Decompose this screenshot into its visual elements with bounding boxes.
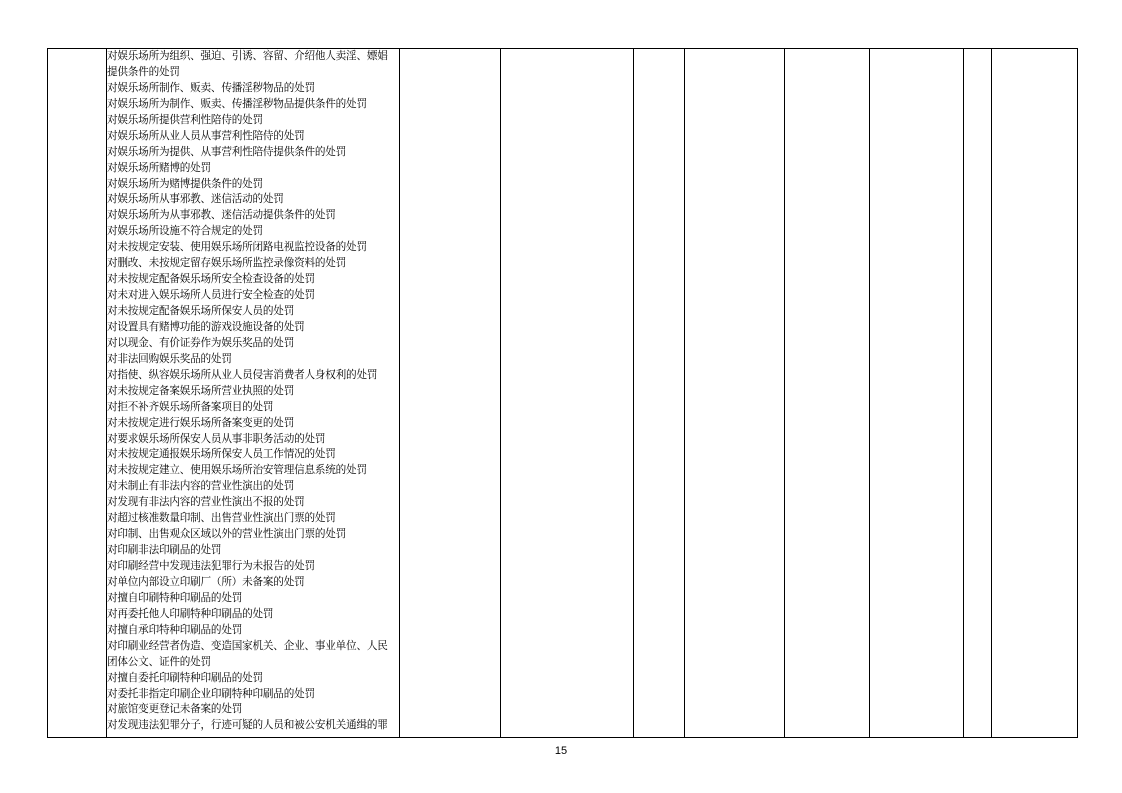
list-item: 对未按规定安装、使用娱乐场所闭路电视监控设备的处罚 xyxy=(107,241,367,254)
list-item: 对未按规定通报娱乐场所保安人员工作情况的处罚 xyxy=(107,448,336,461)
list-item: 提供条件的处罚 xyxy=(107,65,180,78)
list-item: 对娱乐场所从事邪教、迷信活动的处罚 xyxy=(107,193,284,206)
list-item: 对再委托他人印刷特种印刷品的处罚 xyxy=(107,607,274,620)
list-item: 对印制、出售观众区域以外的营业性演出门票的处罚 xyxy=(107,528,347,541)
table-row xyxy=(48,49,1078,738)
table-cell xyxy=(501,49,634,738)
list-item: 对未按规定建立、使用娱乐场所治安管理信息系统的处罚 xyxy=(107,464,367,477)
list-item: 对印刷非法印刷品的处罚 xyxy=(107,544,222,557)
table-cell xyxy=(685,49,785,738)
list-item: 对要求娱乐场所保安人员从事非职务活动的处罚 xyxy=(107,432,326,445)
table-cell xyxy=(400,49,501,738)
list-item: 对未按规定备案娱乐场所营业执照的处罚 xyxy=(107,384,295,397)
table-cell xyxy=(785,49,870,738)
list-item: 团体公文、证件的处罚 xyxy=(107,655,211,668)
table-cell-index xyxy=(48,49,107,738)
list-item: 对娱乐场所制作、贩卖、传播淫秽物品的处罚 xyxy=(107,81,315,94)
list-item: 对发现违法犯罪分子，行迹可疑的人员和被公安机关通缉的罪 xyxy=(107,719,388,732)
list-item: 对非法回购娱乐奖品的处罚 xyxy=(107,352,232,365)
list-item: 对未按规定进行娱乐场所备案变更的处罚 xyxy=(107,416,295,429)
list-item: 对未制止有非法内容的营业性演出的处罚 xyxy=(107,480,295,493)
list-item: 对娱乐场所为赌博提供条件的处罚 xyxy=(107,177,263,190)
table-cell-items xyxy=(107,49,400,738)
list-item: 对擅自印刷特种印刷品的处罚 xyxy=(107,591,243,604)
list-item: 对未按规定配备娱乐场所安全检查设备的处罚 xyxy=(107,273,315,286)
list-item: 对娱乐场所为组织、强迫、引诱、容留、介绍他人卖淫、嫖娼 xyxy=(107,50,388,62)
list-item: 对娱乐场所为制作、贩卖、传播淫秽物品提供条件的处罚 xyxy=(107,97,367,110)
list-item: 对未按规定配备娱乐场所保安人员的处罚 xyxy=(107,305,295,317)
list-item: 对单位内部设立印刷厂（所）未备案的处罚 xyxy=(107,575,305,588)
list-item: 对旅馆变更登记未备案的处罚 xyxy=(107,703,243,716)
table-cell xyxy=(992,49,1078,738)
table-cell xyxy=(634,49,685,738)
list-item: 对印刷经营中发现违法犯罪行为未报告的处罚 xyxy=(107,560,315,572)
list-item: 对娱乐场所设施不符合规定的处罚 xyxy=(107,225,263,238)
page-number: 15 xyxy=(554,745,568,757)
list-item: 对娱乐场所从业人员从事营利性陪侍的处罚 xyxy=(107,129,305,142)
table-cell xyxy=(870,49,964,738)
item-list xyxy=(107,49,399,734)
list-item: 对印刷业经营者伪造、变造国家机关、企业、事业单位、人民 xyxy=(107,639,388,652)
list-item: 对删改、未按规定留存娱乐场所监控录像资料的处罚 xyxy=(107,257,347,270)
list-item: 对超过核准数量印制、出售营业性演出门票的处罚 xyxy=(107,512,336,525)
list-item: 对娱乐场所赌博的处罚 xyxy=(107,161,211,174)
list-item: 对娱乐场所为提供、从事营利性陪侍提供条件的处罚 xyxy=(107,145,347,158)
punishment-table xyxy=(47,48,1078,738)
list-item: 对委托非指定印刷企业印刷特种印刷品的处罚 xyxy=(107,687,315,700)
list-item: 对娱乐场所提供营利性陪侍的处罚 xyxy=(107,113,263,126)
list-item: 对擅自委托印刷特种印刷品的处罚 xyxy=(107,671,263,684)
table-cell xyxy=(964,49,992,738)
list-item: 对指使、纵容娱乐场所从业人员侵害消费者人身权利的处罚 xyxy=(107,368,378,381)
list-item: 对未对进入娱乐场所人员进行安全检查的处罚 xyxy=(107,289,315,302)
list-item: 对设置具有赌博功能的游戏设施设备的处罚 xyxy=(107,320,305,333)
list-item: 对擅自承印特种印刷品的处罚 xyxy=(107,623,243,636)
list-item: 对发现有非法内容的营业性演出不报的处罚 xyxy=(107,496,305,509)
list-item: 对以现金、有价证券作为娱乐奖品的处罚 xyxy=(107,336,295,349)
list-item: 对拒不补齐娱乐场所备案项目的处罚 xyxy=(107,400,274,413)
list-item: 对娱乐场所为从事邪教、迷信活动提供条件的处罚 xyxy=(107,209,336,222)
